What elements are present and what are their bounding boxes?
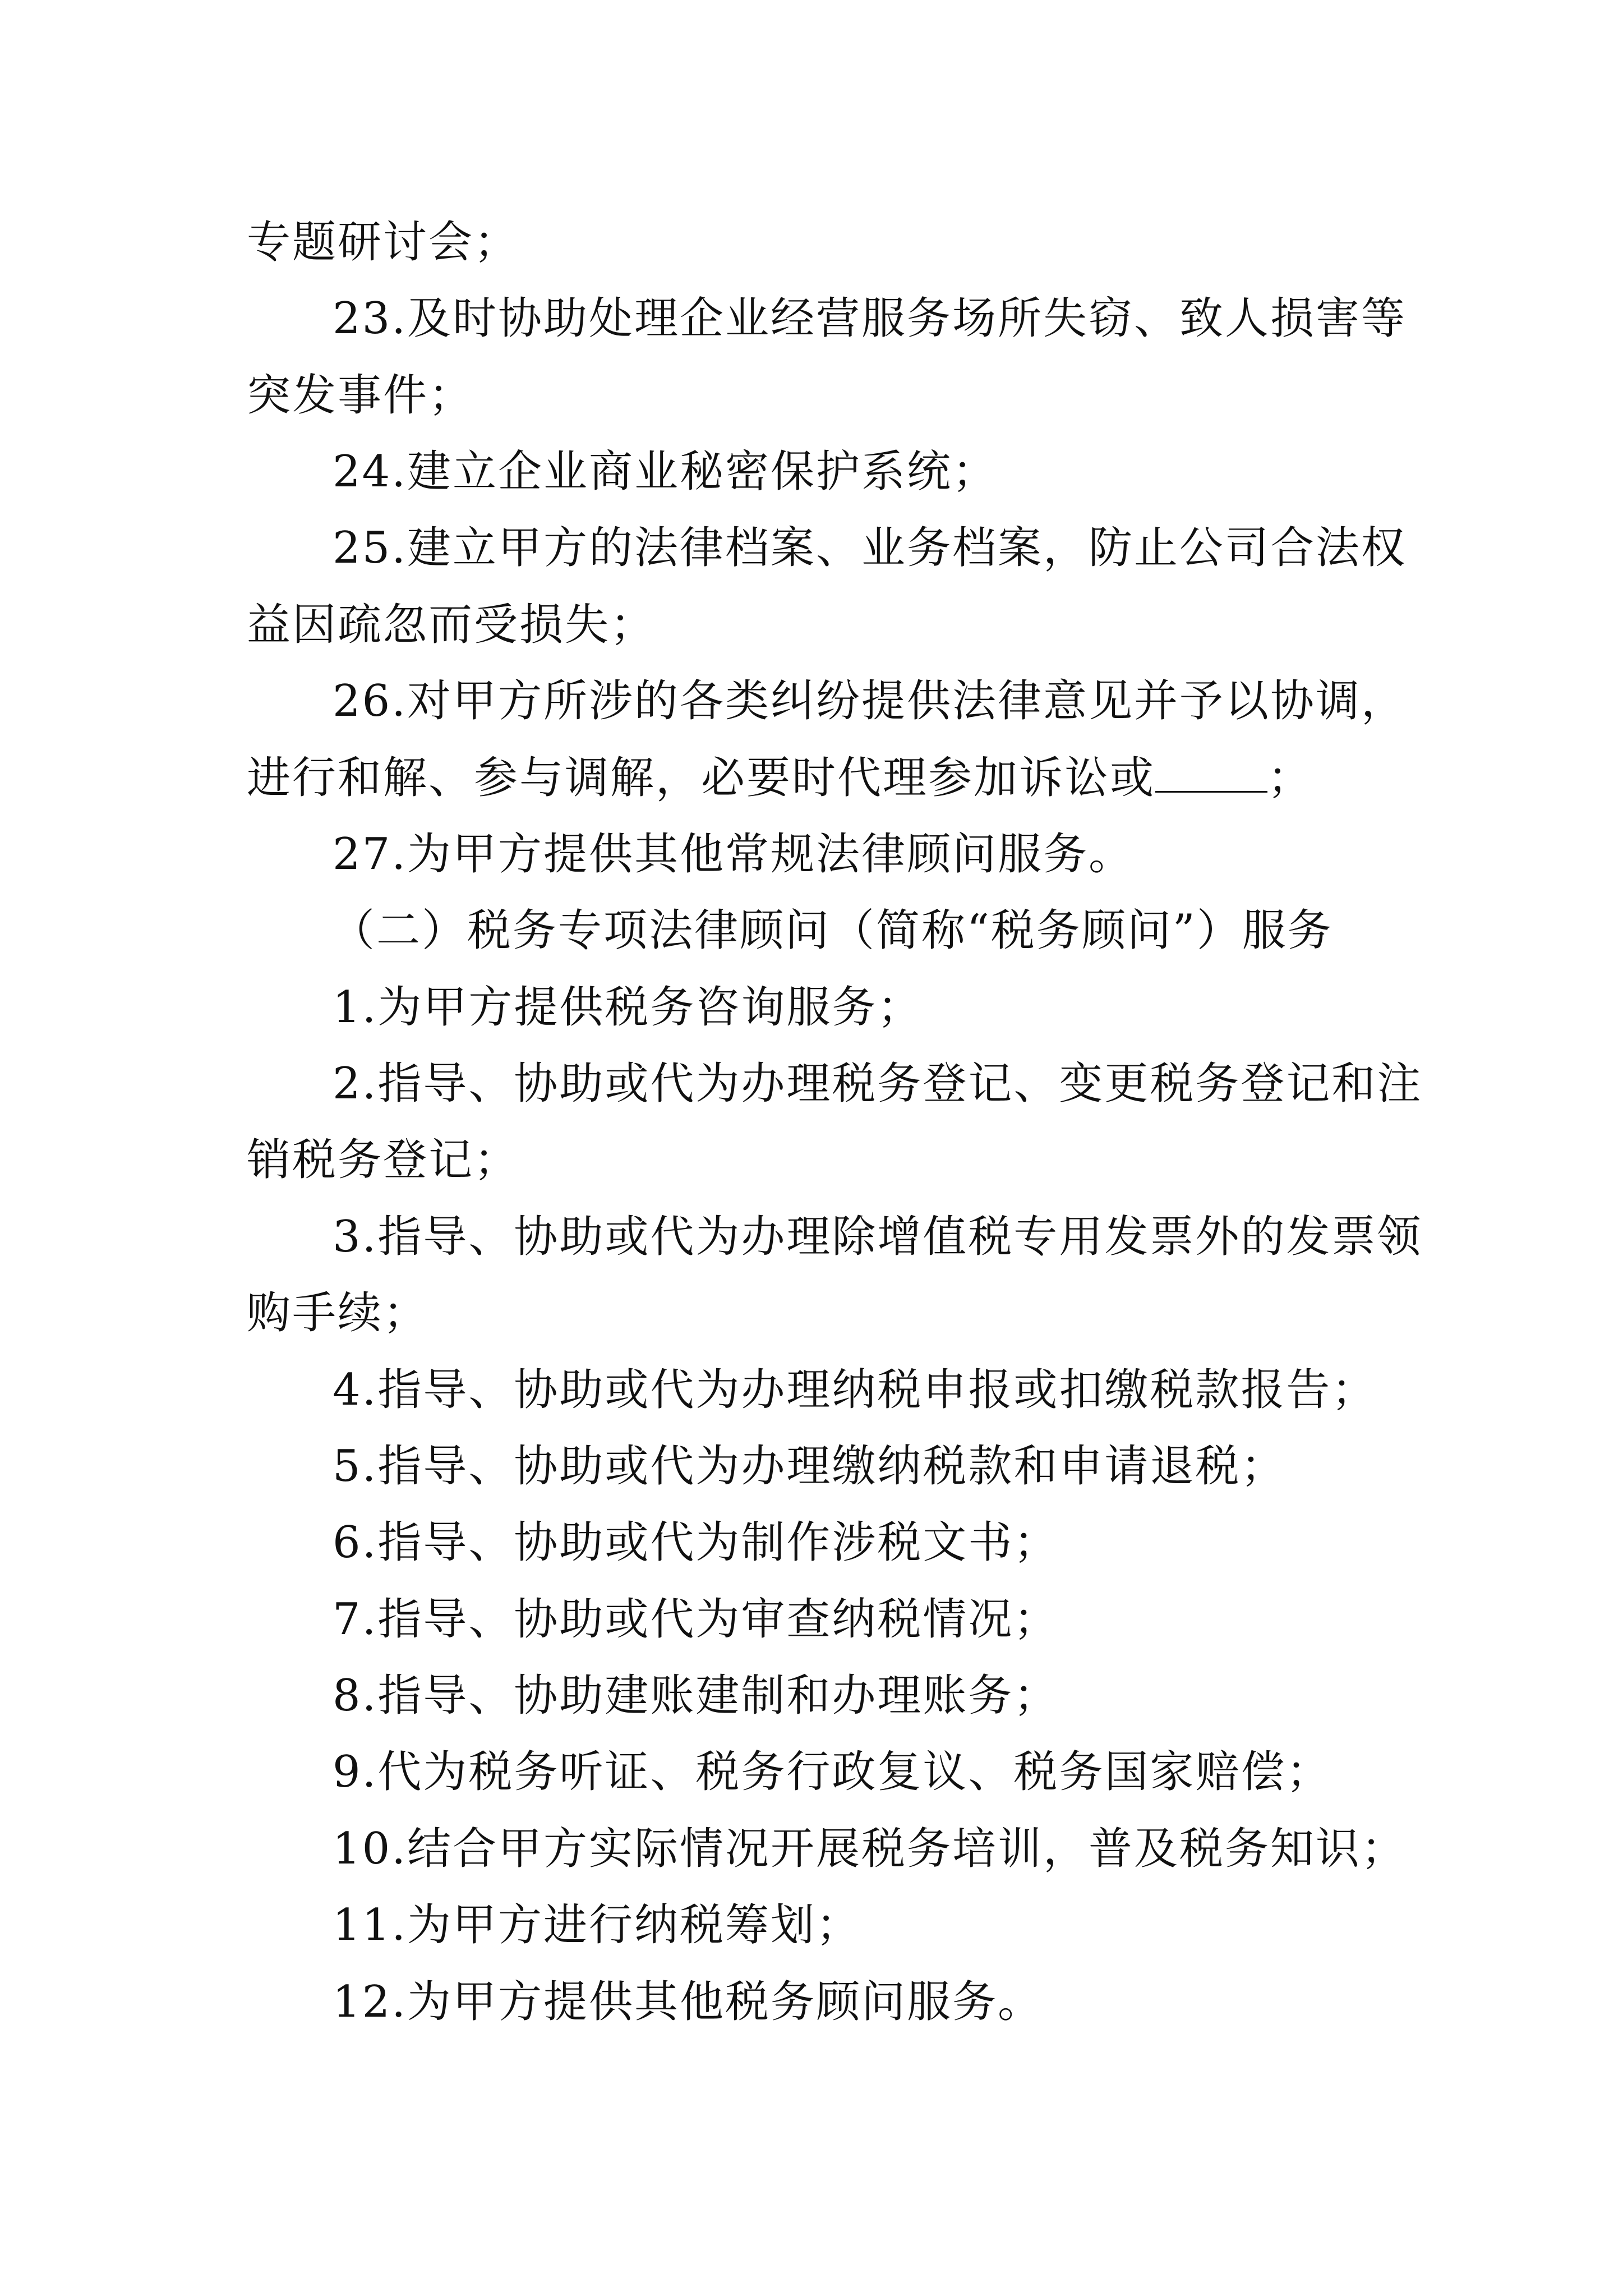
- list-item-3: 3.指导、协助或代为办理除增值税专用发票外的发票领: [333, 1212, 1423, 1262]
- list-item-10: 10.结合甲方实际情况开展税务培训，普及税务知识；: [333, 1824, 1407, 1874]
- text-line: 突发事件；: [247, 370, 474, 421]
- list-item-9: 9.代为税务听证、税务行政复议、税务国家赔偿；: [333, 1747, 1332, 1797]
- list-item-1: 1.为甲方提供税务咨询服务；: [333, 982, 923, 1033]
- list-item-5: 5.指导、协助或代为办理缴纳税款和申请退税；: [333, 1441, 1287, 1492]
- section-heading: （二）税务专项法律顾问（简称“税务顾问”）服务: [331, 905, 1333, 956]
- list-item-6: 6.指导、协助或代为制作涉税文书；: [333, 1517, 1059, 1568]
- list-item-11: 11.为甲方进行纳税筹划；: [333, 1900, 862, 1950]
- list-item-12: 12.为甲方提供其他税务顾问服务。: [333, 1977, 1044, 2027]
- list-item-4: 4.指导、协助或代为办理纳税申报或扣缴税款报告；: [333, 1365, 1377, 1415]
- list-item-7: 7.指导、协助或代为审查纳税情况；: [333, 1594, 1059, 1645]
- fill-in-blank[interactable]: [1155, 757, 1267, 793]
- list-item-27: 27.为甲方提供其他常规法律顾问服务。: [333, 829, 1135, 880]
- list-item-8: 8.指导、协助建账建制和办理账务；: [333, 1671, 1059, 1721]
- list-item-25: 25.建立甲方的法律档案、业务档案，防止公司合法权: [333, 523, 1407, 573]
- text-segment: ；: [1267, 753, 1313, 803]
- list-item-2: 2.指导、协助或代为办理税务登记、变更税务登记和注: [333, 1059, 1423, 1109]
- text-segment: 进行和解、参与调解，必要时代理参加诉讼或: [247, 753, 1156, 803]
- text-line: 专题研讨会；: [247, 217, 520, 268]
- text-line: 销税务登记；: [247, 1135, 520, 1185]
- list-item-24: 24.建立企业商业秘密保护系统；: [333, 447, 998, 497]
- list-item-23: 23.及时协助处理企业经营服务场所失窃、致人损害等: [333, 293, 1407, 344]
- text-line: 益因疏忽而受损失；: [247, 600, 656, 650]
- text-line-with-blank: [247, 753, 1313, 803]
- list-item-26: 26.对甲方所涉的各类纠纷提供法律意见并予以协调，: [333, 676, 1407, 726]
- text-line: 购手续；: [247, 1288, 429, 1338]
